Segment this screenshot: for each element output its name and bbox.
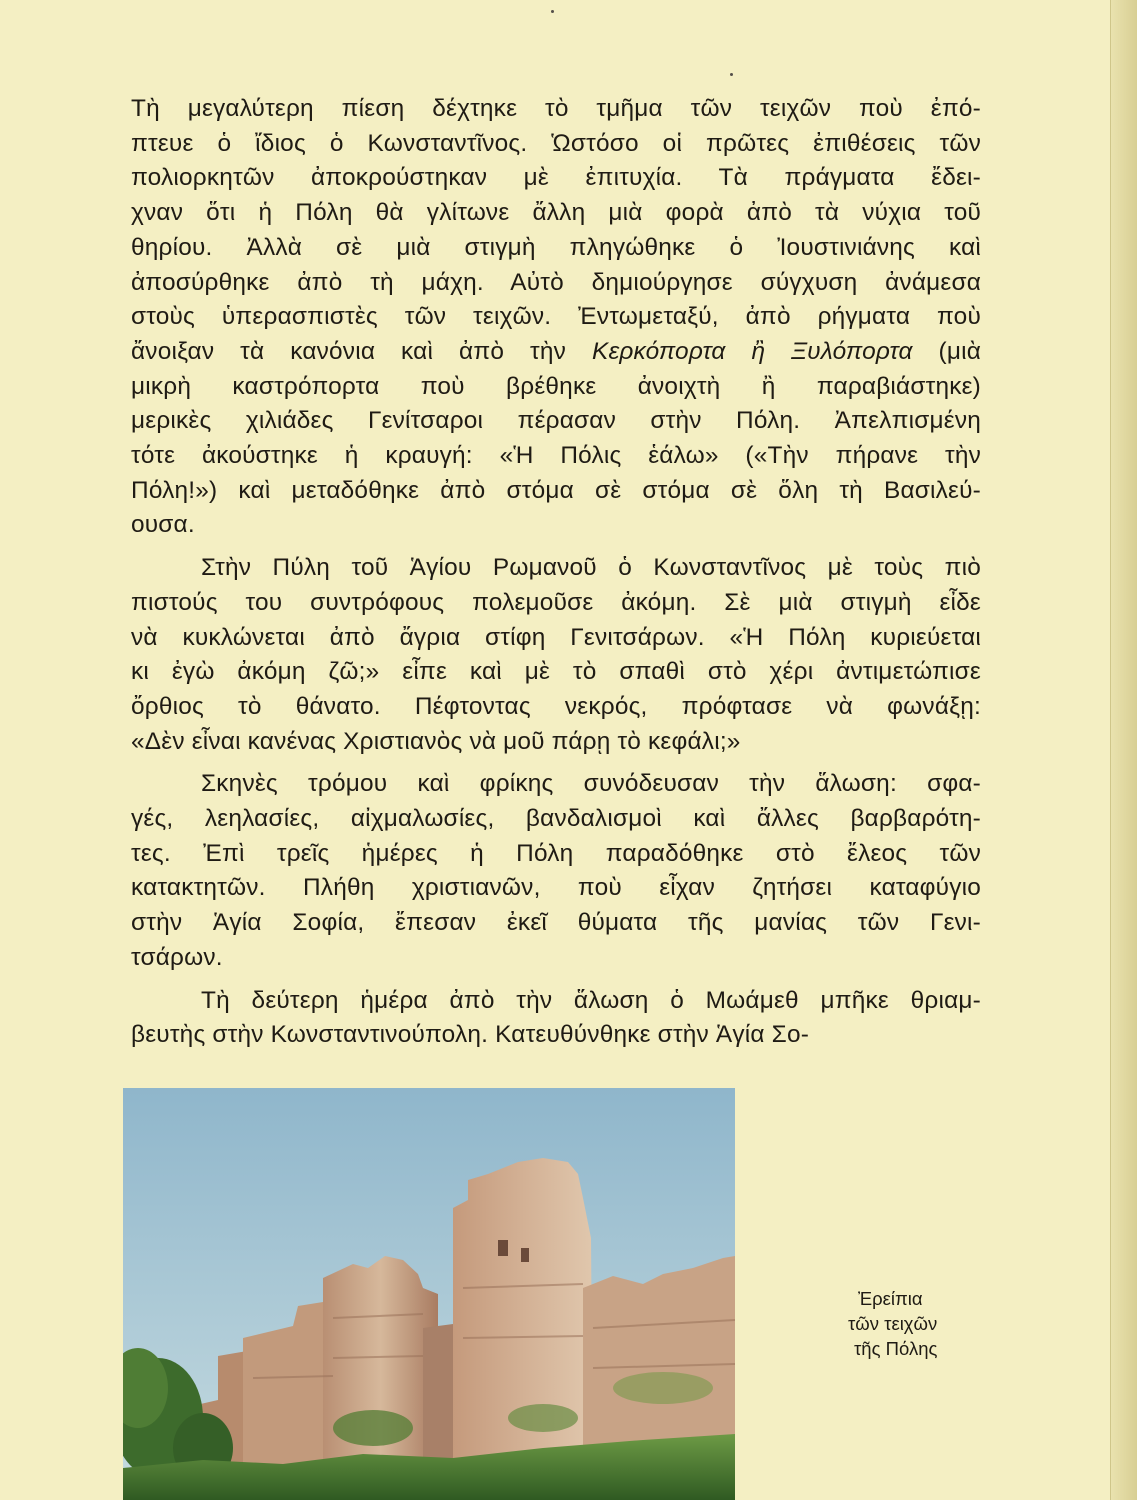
text-line: πολιορκητῶν ἀποκρούστηκαν μὲ ἐπιτυχία. Τὰ πράγματα ἔδει- [131, 164, 981, 192]
speck [551, 10, 554, 13]
caption-line: τῶν τειχῶν [848, 1313, 938, 1334]
text-line: κι ἐγὼ ἀκόμη ζῶ;» εἶπε καὶ μὲ τὸ σπαθὶ στὸ χέρι ἀντιμετώπισε [131, 658, 981, 686]
text-line: τες. Ἐπὶ τρεῖς ἡμέρες ἡ Πόλη παραδόθηκε στὸ ἔλεος τῶν [131, 839, 981, 867]
caption-line: Ἐρείπια [858, 1288, 923, 1309]
text-line: ουσα. [131, 511, 195, 539]
body-text [131, 92, 981, 1053]
text-line: κατακτητῶν. Πλήθη χριστιανῶν, ποὺ εἶχαν ζητήσει καταφύγιο [131, 874, 981, 902]
text-line: θηρίου. Ἀλλὰ σὲ μιὰ στιγμὴ πληγώθηκε ὁ Ἰουστινιάνης καὶ [131, 233, 981, 261]
text-line: ὄρθιος τὸ θάνατο. Πέφτοντας νεκρός, πρόφτασε νὰ φωνάξῃ: [131, 692, 981, 720]
text-line: γές, λεηλασίες, αἰχμαλωσίες, βανδαλισμοὶ καὶ ἄλλες βαρβαρότη- [131, 805, 981, 833]
shrub [613, 1372, 713, 1404]
shrub [508, 1404, 578, 1432]
paragraph [131, 551, 981, 759]
text-line: στὴν Ἁγία Σοφία, ἔπεσαν ἐκεῖ θύματα τῆς μανίας τῶν Γενι- [131, 909, 981, 937]
paragraph-gap [131, 543, 981, 551]
photo-caption [848, 1286, 1028, 1361]
text-line: στοὺς ὑπερασπιστὲς τῶν τειχῶν. Ἐντωμεταξύ, ἀπὸ ρήγματα ποὺ [131, 303, 981, 331]
text-line: Τὴ δεύτερη ἡμέρα ἀπὸ τὴν ἅλωση ὁ Μωάμεθ μπῆκε θριαμ- [201, 986, 981, 1014]
photo-city-walls [123, 1088, 735, 1500]
text-line: ἄνοιξαν τὰ κανόνια καὶ ἀπὸ τὴν Κερκόπορτα ἢ Ξυλόπορτα (μιὰ [131, 337, 981, 365]
text-line: τότε ἀκούστηκε ἡ κραυγή: «Ἡ Πόλις ἑάλω» («Τὴν πήρανε τὴν [131, 442, 981, 470]
tower-window [521, 1248, 529, 1262]
text-line: μικρὴ καστρόπορτα ποὺ βρέθηκε ἀνοιχτὴ ἢ παραβιάστηκε) [131, 372, 981, 400]
walls-illustration [123, 1088, 735, 1500]
paragraph-gap [131, 759, 981, 767]
speck [730, 73, 733, 76]
caption-line: τῆς Πόλης [854, 1338, 938, 1359]
text-line: Τὴ μεγαλύτερη πίεση δέχτηκε τὸ τμῆμα τῶν τειχῶν ποὺ ἐπό- [131, 95, 981, 122]
text-line: τσάρων. [131, 943, 223, 971]
paragraph [131, 92, 981, 543]
paragraph [131, 767, 981, 975]
text-line: μερικὲς χιλιάδες Γενίτσαροι πέρασαν στὴν Πόλη. Ἀπελπισμένη [131, 407, 981, 435]
text-line: Σκηνὲς τρόμου καὶ φρίκης συνόδευσαν τὴν ἅλωση: σφα- [201, 770, 981, 798]
text-line: Στὴν Πύλη τοῦ Ἁγίου Ρωμανοῦ ὁ Κωνσταντῖνος μὲ τοὺς πιὸ [201, 554, 981, 582]
tower-window [498, 1240, 508, 1256]
page-edge-line [1110, 0, 1111, 1500]
text-line: νὰ κυκλώνεται ἀπὸ ἄγρια στίφη Γενιτσάρων. «Ἡ Πόλη κυριεύεται [131, 623, 981, 651]
text-line: πτευε ὁ ἴδιος ὁ Κωνσταντῖνος. Ὡστόσο οἱ πρῶτες ἐπιθέσεις τῶν [131, 129, 981, 157]
text-line: «Δὲν εἶναι κανένας Χριστιανὸς νὰ μοῦ πάρῃ τὸ κεφάλι;» [131, 727, 741, 755]
text-line: χναν ὅτι ἡ Πόλη θὰ γλίτωνε ἄλλη μιὰ φορὰ ἀπὸ τὰ νύχια τοῦ [131, 199, 981, 227]
text-line: βευτὴς στὴν Κωνσταντινούπολη. Κατευθύνθηκε στὴν Ἁγία Σο- [131, 1021, 810, 1049]
paragraph [131, 984, 981, 1053]
paragraph-gap [131, 976, 981, 984]
shrub [333, 1410, 413, 1446]
text-line: Πόλη!») καὶ μεταδόθηκε ἀπὸ στόμα σὲ στόμα σὲ ὅλη τὴ Βασιλεύ- [131, 476, 981, 504]
text-line: πιστούς του συντρόφους πολεμοῦσε ἀκόμη. Σὲ μιὰ στιγμὴ εἶδε [131, 588, 981, 616]
page-edge [1111, 0, 1137, 1500]
text-line: ἀποσύρθηκε ἀπὸ τὴ μάχη. Αὐτὸ δημιούργησε σύγχυση ἀνάμεσα [131, 268, 981, 296]
